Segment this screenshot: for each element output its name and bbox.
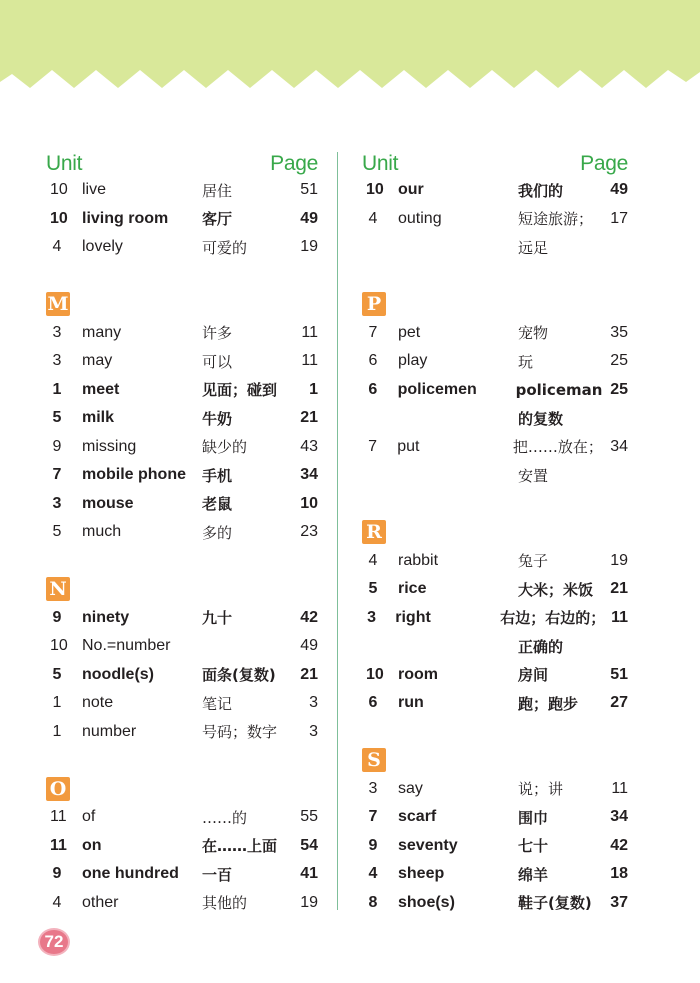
word-entry — [362, 205, 628, 234]
english-word: No.=number — [82, 637, 171, 655]
chinese-meaning: 安置 — [518, 466, 549, 485]
chinese-meaning: 见面；碰到 — [202, 381, 278, 400]
word-entry — [46, 376, 318, 405]
chinese-meaning: 号码；数字 — [202, 723, 278, 742]
english-word: outing — [398, 209, 442, 227]
right-column — [362, 146, 628, 917]
page-ref: 34 — [610, 808, 628, 826]
word-entry — [46, 860, 318, 889]
english-word: run — [398, 694, 424, 712]
unit-number: 5 — [52, 665, 62, 683]
page-ref: 19 — [300, 238, 318, 256]
chinese-meaning: 在……上面 — [202, 837, 278, 856]
word-entry — [46, 490, 318, 519]
chinese-meaning: 可以 — [202, 352, 233, 371]
chinese-meaning: 老鼠 — [202, 495, 233, 514]
english-word: missing — [82, 437, 137, 455]
english-word: noodle(s) — [82, 665, 154, 683]
word-entry — [46, 233, 318, 262]
unit-number: 7 — [368, 323, 378, 341]
section-letter: N — [46, 577, 70, 601]
page-ref: 3 — [309, 722, 318, 740]
chinese-meaning: 房间 — [518, 666, 549, 685]
page-ref: 17 — [610, 209, 628, 227]
chinese-meaning: 许多 — [202, 324, 233, 343]
word-entry — [362, 176, 628, 205]
word-entry — [46, 832, 318, 861]
chinese-meaning: 短途旅游； — [518, 210, 594, 229]
english-word: room — [398, 665, 438, 683]
page-ref: 11 — [611, 608, 628, 626]
unit-number: 3 — [52, 323, 62, 341]
english-word: number — [82, 722, 137, 740]
word-entry — [46, 661, 318, 690]
chinese-meaning: 多的 — [202, 523, 233, 542]
section-letter: O — [46, 777, 70, 801]
chinese-meaning: 宠物 — [518, 324, 549, 343]
unit-number: 4 — [368, 551, 378, 569]
section-gap — [362, 490, 628, 519]
chinese-meaning: 客厅 — [202, 210, 233, 229]
section-letter: P — [362, 292, 386, 316]
word-entry — [362, 404, 628, 433]
unit-number: 4 — [52, 893, 62, 911]
english-word: ninety — [82, 608, 130, 626]
chinese-meaning: 可爱的 — [202, 238, 248, 257]
unit-number: 7 — [368, 808, 378, 826]
page-ref: 10 — [300, 494, 318, 512]
word-entry — [362, 547, 628, 576]
page-ref: 54 — [300, 836, 318, 854]
word-entry — [46, 205, 318, 234]
page-ref: 19 — [610, 551, 628, 569]
page-ref: 55 — [300, 808, 318, 826]
column-divider — [337, 152, 338, 910]
page-ref: 49 — [300, 637, 318, 655]
english-word: may — [82, 352, 113, 370]
chinese-meaning: 的复数 — [518, 409, 564, 428]
chinese-meaning: 围巾 — [518, 808, 549, 827]
unit-number: 3 — [52, 352, 62, 370]
unit-number: 11 — [50, 836, 67, 854]
unit-number: 3 — [52, 494, 62, 512]
unit-number: 6 — [368, 352, 378, 370]
unit-number: 1 — [52, 694, 62, 712]
section-gap — [46, 547, 318, 576]
chinese-meaning: policeman — [515, 380, 603, 399]
english-word: much — [82, 523, 122, 541]
english-word: mouse — [82, 494, 134, 512]
page-ref: 21 — [300, 409, 318, 427]
page-number-badge: 72 — [38, 928, 70, 956]
word-entry — [362, 376, 628, 405]
page-heading: Page — [580, 152, 628, 175]
word-entry — [46, 461, 318, 490]
page-ref: 51 — [610, 665, 628, 683]
english-word: rice — [398, 580, 427, 598]
chinese-meaning: 其他的 — [202, 894, 248, 913]
unit-number: 5 — [52, 523, 62, 541]
zigzag-banner — [0, 0, 700, 95]
top-entries — [46, 176, 318, 262]
page-ref: 34 — [610, 437, 628, 455]
english-word: play — [398, 352, 428, 370]
english-word: shoe(s) — [398, 893, 455, 911]
page-ref: 42 — [610, 836, 628, 854]
word-entry — [362, 661, 628, 690]
chinese-meaning: 大米；米饭 — [518, 580, 594, 599]
english-word: scarf — [398, 808, 437, 826]
unit-number: 3 — [367, 608, 377, 626]
section-gap — [46, 746, 318, 775]
english-word: mobile phone — [82, 466, 186, 484]
english-word: meet — [82, 380, 120, 398]
section-letter: R — [362, 520, 386, 544]
chinese-meaning: 居住 — [202, 181, 233, 200]
unit-number: 10 — [50, 637, 68, 655]
unit-number: 6 — [368, 380, 378, 398]
english-word: many — [82, 323, 122, 341]
english-word: right — [395, 608, 431, 626]
english-word: pet — [398, 323, 421, 341]
page-ref: 41 — [300, 865, 318, 883]
unit-number: 6 — [368, 694, 378, 712]
chinese-meaning: 远足 — [518, 238, 549, 257]
section-gap — [362, 718, 628, 747]
page-ref: 34 — [300, 466, 318, 484]
page-ref: 18 — [610, 865, 628, 883]
word-entry — [362, 433, 628, 462]
unit-number: 11 — [50, 808, 67, 826]
unit-number: 7 — [52, 466, 62, 484]
word-entry — [362, 832, 628, 861]
word-entry — [46, 347, 318, 376]
page-ref: 27 — [610, 694, 628, 712]
word-entry — [46, 518, 318, 547]
chinese-meaning: 缺少的 — [202, 438, 248, 457]
unit-number: 1 — [52, 380, 62, 398]
page-ref: 43 — [300, 437, 318, 455]
unit-number: 5 — [52, 409, 62, 427]
page-ref: 11 — [301, 352, 318, 370]
unit-number: 1 — [52, 722, 62, 740]
page-ref: 49 — [610, 181, 628, 199]
word-entry — [46, 718, 318, 747]
english-word: on — [82, 836, 102, 854]
page-ref: 3 — [309, 694, 318, 712]
unit-number: 7 — [368, 437, 378, 455]
chinese-meaning: 手机 — [202, 466, 233, 485]
unit-number: 4 — [368, 209, 378, 227]
chinese-meaning: ……的 — [202, 808, 248, 827]
word-entry — [362, 860, 628, 889]
page-ref: 19 — [300, 893, 318, 911]
page-ref: 35 — [610, 323, 628, 341]
page-ref: 23 — [300, 523, 318, 541]
unit-number: 10 — [50, 209, 68, 227]
unit-number: 10 — [366, 181, 384, 199]
chinese-meaning: 右边；右边的； — [500, 609, 606, 628]
english-word: seventy — [398, 836, 458, 854]
word-entry — [362, 461, 628, 490]
chinese-meaning: 兔子 — [518, 552, 549, 571]
english-word: live — [82, 181, 107, 199]
english-word: our — [398, 181, 424, 199]
chinese-meaning: 鞋子(复数) — [518, 894, 592, 913]
chinese-meaning: 我们的 — [518, 181, 564, 200]
word-entry — [46, 176, 318, 205]
section-letter: S — [362, 748, 386, 772]
word-entry — [46, 632, 318, 661]
english-word: living room — [82, 209, 169, 227]
top-entries — [362, 176, 628, 262]
english-word: lovely — [82, 238, 123, 256]
unit-number: 4 — [52, 238, 62, 256]
word-entry — [362, 689, 628, 718]
english-word: rabbit — [398, 551, 439, 569]
section-gap — [362, 262, 628, 291]
word-entry — [46, 319, 318, 348]
page-ref: 51 — [300, 181, 318, 199]
section-letter: M — [47, 293, 69, 315]
sections — [362, 262, 628, 918]
chinese-meaning: 跑；跑步 — [518, 694, 579, 713]
english-word: milk — [82, 409, 115, 427]
page-ref: 37 — [610, 893, 628, 911]
section-gap — [46, 262, 318, 291]
word-entry — [362, 347, 628, 376]
unit-heading: Unit — [362, 152, 399, 175]
column-header — [362, 146, 628, 176]
english-word: say — [398, 779, 423, 797]
chinese-meaning: 笔记 — [202, 694, 233, 713]
page-ref: 25 — [610, 380, 628, 398]
english-word: sheep — [398, 865, 445, 883]
word-entry — [362, 775, 628, 804]
chinese-meaning: 面条(复数) — [202, 666, 276, 685]
page-ref: 21 — [300, 665, 318, 683]
word-entry — [46, 689, 318, 718]
word-entry — [362, 319, 628, 348]
page-ref: 42 — [300, 608, 318, 626]
word-entry — [362, 803, 628, 832]
english-word: policemen — [397, 380, 477, 398]
english-word: note — [82, 694, 114, 712]
page-ref: 11 — [301, 323, 318, 341]
word-entry — [46, 433, 318, 462]
word-entry — [46, 604, 318, 633]
chinese-meaning: 把……放在； — [512, 438, 603, 457]
word-entry — [362, 604, 628, 633]
word-entry — [362, 889, 628, 918]
chinese-meaning: 一百 — [202, 865, 233, 884]
page-ref: 25 — [610, 352, 628, 370]
unit-number: 10 — [50, 181, 68, 199]
chinese-meaning: 七十 — [518, 837, 549, 856]
page-ref: 1 — [309, 380, 318, 398]
unit-heading: Unit — [46, 152, 83, 175]
word-entry — [46, 889, 318, 918]
unit-number: 9 — [52, 865, 62, 883]
unit-number: 9 — [52, 608, 62, 626]
chinese-meaning: 说；讲 — [518, 780, 564, 799]
chinese-meaning: 正确的 — [518, 637, 564, 656]
english-word: one hundred — [82, 865, 179, 883]
column-header — [46, 146, 318, 176]
page-ref: 11 — [611, 779, 628, 797]
chinese-meaning: 玩 — [518, 352, 534, 371]
unit-number: 4 — [368, 865, 378, 883]
sections — [46, 262, 318, 918]
english-word: of — [82, 808, 96, 826]
english-word: other — [82, 893, 119, 911]
chinese-meaning: 绵羊 — [518, 865, 549, 884]
page-ref: 21 — [610, 580, 628, 598]
word-entry — [362, 632, 628, 661]
chinese-meaning: 牛奶 — [202, 409, 233, 428]
page-ref: 49 — [300, 209, 318, 227]
unit-number: 3 — [368, 779, 378, 797]
unit-number: 9 — [368, 836, 378, 854]
word-entry — [362, 575, 628, 604]
unit-number: 5 — [368, 580, 378, 598]
unit-number: 10 — [366, 665, 384, 683]
word-entry — [362, 233, 628, 262]
page-heading: Page — [270, 152, 318, 175]
chinese-meaning: 九十 — [202, 609, 233, 628]
english-word: put — [397, 437, 420, 455]
word-entry — [46, 404, 318, 433]
word-entry — [46, 803, 318, 832]
unit-number: 9 — [52, 437, 62, 455]
unit-number: 8 — [368, 893, 378, 911]
left-column — [46, 146, 318, 917]
